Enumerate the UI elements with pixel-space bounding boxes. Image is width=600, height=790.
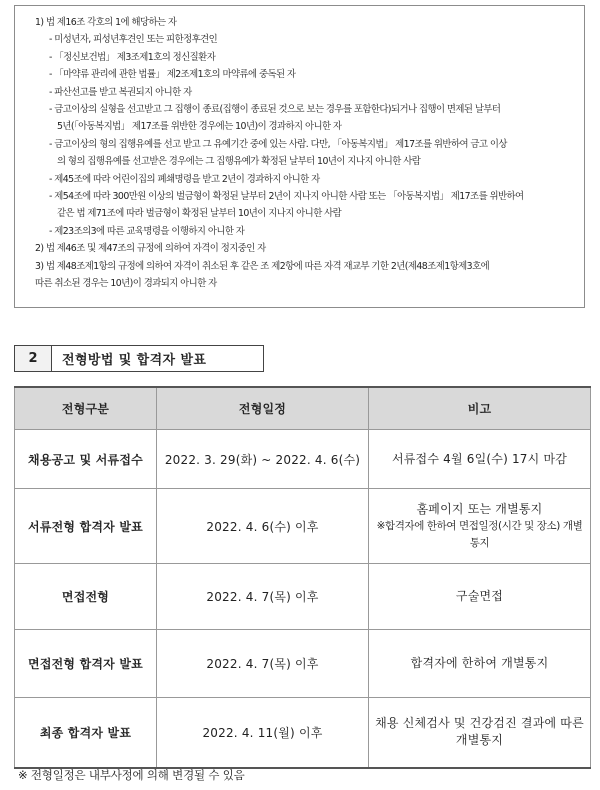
table-header-row xyxy=(15,387,591,430)
row-note xyxy=(369,430,591,489)
row-schedule: 2022. 4. 7(목) 이후 xyxy=(157,630,369,698)
requirement-line: - 「마약류 관리에 관한 법률」 제2조제1호의 마약류에 중독된 자 xyxy=(49,69,296,81)
row-schedule: 2022. 3. 29(화) ~ 2022. 4. 6(수) xyxy=(157,430,369,489)
requirement-line: - 제23조의3에 따른 교육명령을 이행하지 아니한 자 xyxy=(49,225,245,237)
requirement-line: 5년(「아동복지법」 제17조를 위반한 경우에는 10년)이 경과하지 아니한 자 xyxy=(57,121,342,133)
requirement-line: 2) 법 제46조 및 제47조의 규정에 의하여 자격이 정지중인 자 xyxy=(35,243,266,255)
header-note: 비고 xyxy=(369,387,591,430)
header-category: 전형구분 xyxy=(15,387,157,430)
row-category: 최종 합격자 발표 xyxy=(15,698,157,768)
requirement-line: 같은 법 제71조에 따라 벌금형이 확정된 날부터 10년이 지나지 아니한 사람 xyxy=(57,208,342,220)
requirement-line: 3) 법 제48조제1항의 규정에 의하여 자격이 취소된 후 같은 조 제2항에 따른 자격 재교부 기한 2년(제48조제1항제3호에 xyxy=(35,260,490,272)
table-row xyxy=(15,564,591,630)
row-note xyxy=(369,630,591,698)
row-note xyxy=(369,489,591,564)
requirement-line: - 제45조에 따라 어린이집의 폐쇄명령을 받고 2년이 경과하지 아니한 자 xyxy=(49,173,320,185)
requirement-line: - 금고이상의 실형을 선고받고 그 집행이 종료(집행이 종료된 것으로 보는 경우를 포함한다)되거나 집행이 면제된 날부터 xyxy=(49,104,501,116)
schedule-footnote: ※ 전형일정은 내부사정에 의해 변경될 수 있음 xyxy=(18,768,245,782)
note-main: 채용 신체검사 및 건강검진 결과에 따른 개별통지 xyxy=(375,716,584,748)
section-number: 2 xyxy=(14,345,52,372)
row-note xyxy=(369,698,591,768)
row-category: 채용공고 및 서류접수 xyxy=(15,430,157,489)
requirement-line: 의 형의 집행유예를 선고받은 경우에는 그 집행유예가 확정된 날부터 10년이 지나지 아니한 사람 xyxy=(57,156,421,168)
row-category: 서류전형 합격자 발표 xyxy=(15,489,157,564)
selection-schedule-table xyxy=(14,386,591,769)
table-row xyxy=(15,489,591,564)
note-main: 홈페이지 또는 개별통지 xyxy=(416,501,543,516)
table-row xyxy=(15,630,591,698)
requirement-line: - 금고이상의 형의 집행유예를 선고 받고 그 유예기간 중에 있는 사람. 다만, 「아동복지법」 제17조를 위반하여 금고 이상 xyxy=(49,138,507,150)
section-title: 전형방법 및 합격자 발표 xyxy=(52,345,264,372)
note-main: 합격자에 한하여 개별통지 xyxy=(410,656,549,670)
row-category: 면접전형 xyxy=(15,564,157,630)
note-sub: ※합격자에 한하여 면접일정(시간 및 장소) 개별통지 xyxy=(376,519,583,549)
row-note xyxy=(369,564,591,630)
requirement-line: - 「정신보건법」 제3조제1호의 정신질환자 xyxy=(49,51,216,63)
table-row xyxy=(15,698,591,768)
row-schedule: 2022. 4. 11(월) 이후 xyxy=(157,698,369,768)
table-row xyxy=(15,430,591,489)
row-schedule: 2022. 4. 6(수) 이후 xyxy=(157,489,369,564)
requirement-line: - 제54조에 따라 300만원 이상의 벌금형이 확정된 날부터 2년이 지나지 아니한 사람 또는 「아동복지법」 제17조를 위반하여 xyxy=(49,191,524,203)
note-main: 서류접수 4월 6일(수) 17시 마감 xyxy=(391,451,568,466)
requirement-line: 따른 취소된 경우는 10년)이 경과되지 아니한 자 xyxy=(35,278,217,290)
header-schedule: 전형일정 xyxy=(157,387,369,430)
requirement-line: 1) 법 제16조 각호의 1에 해당하는 자 xyxy=(35,17,177,28)
note-main: 구술면접 xyxy=(455,589,504,603)
requirement-line: - 미성년자, 피성년후견인 또는 피한정후견인 xyxy=(49,34,218,46)
eligibility-requirements-box xyxy=(14,5,585,308)
requirement-line: - 파산선고를 받고 복권되지 아니한 자 xyxy=(49,86,192,98)
row-schedule: 2022. 4. 7(목) 이후 xyxy=(157,564,369,630)
row-category: 면접전형 합격자 발표 xyxy=(15,630,157,698)
